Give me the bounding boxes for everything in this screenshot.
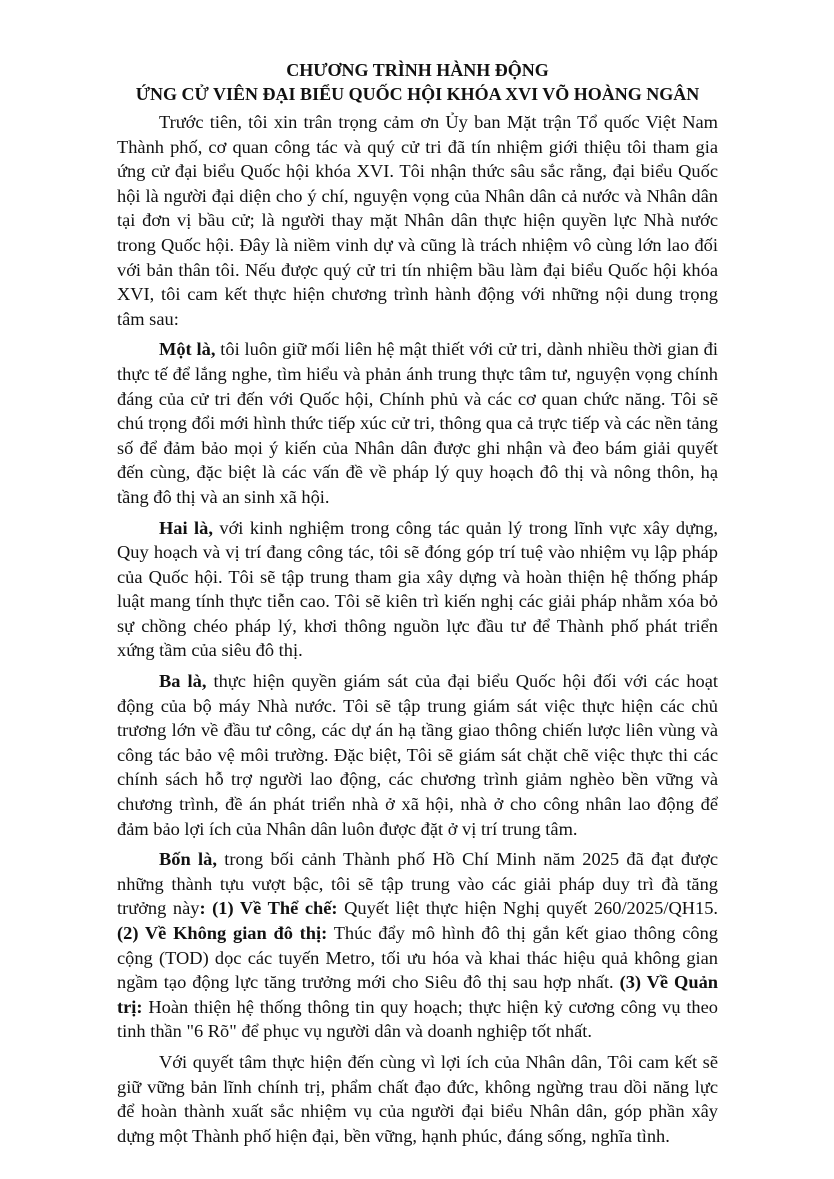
paragraph-four-heading-governance: (3) Về Quản trị: <box>117 972 718 1017</box>
paragraph-four-text-a: trong bối cảnh Thành phố Hồ Chí Minh năm 2025 đã đạt được những thành tựu vượt bậc, tôi sẽ tập trung vào các giải pháp duy trì đà tăng trưởng này <box>117 849 718 919</box>
paragraph-one-text: tôi luôn giữ mối liên hệ mật thiết với cử tri, dành nhiều thời gian đi thực tế để lắng nghe, tìm hiểu và phản ánh trung thực tâm tư, nguyện vọng chính đáng của cử tri đến với Quốc hội, Chính phủ và các cơ quan chức năng. Tôi sẽ chú trọng đổi mới hình thức tiếp xúc cử tri, thông qua cả trực tiếp và các nền tảng số để đảm bảo mọi ý kiến của Nhân dân được ghi nhận và đeo bám giải quyết đến cùng, đặc biệt là các vấn đề về pháp lý quy hoạch đô thị và nông thôn, hạ tầng đô thị và an sinh xã hội. <box>117 339 718 507</box>
paragraph-two <box>117 516 718 664</box>
document-subtitle: ỨNG CỬ VIÊN ĐẠI BIỂU QUỐC HỘI KHÓA XVI VÕ HOÀNG NGÂN <box>135 84 700 104</box>
paragraph-three <box>117 669 718 841</box>
paragraph-two-text: với kinh nghiệm trong công tác quản lý trong lĩnh vực xây dựng, Quy hoạch và vị trí đang công tác, tôi sẽ đóng góp trí tuệ vào nhiệm vụ lập pháp của Quốc hội. Tôi sẽ tập trung tham gia xây dựng và hoàn thiện hệ thống pháp luật mang tính thực tiễn cao. Tôi sẽ kiên trì kiến nghị các giải pháp nhằm xóa bỏ sự chồng chéo pháp lý, khơi thông nguồn lực đầu tư để Thành phố phát triển xứng tầm của siêu đô thị. <box>117 517 718 661</box>
paragraph-three-lead: Ba là, <box>159 671 207 692</box>
paragraph-one <box>117 337 718 509</box>
paragraph-four-lead: Bốn là, <box>159 849 217 870</box>
paragraph-four <box>117 847 718 1044</box>
paragraph-three-text: thực hiện quyền giám sát của đại biểu Quốc hội đối với các hoạt động của bộ máy Nhà nước. Tôi sẽ tập trung giám sát việc thực hiện các chủ trương lớn về đầu tư công, các dự án hạ tầng giao thông chiến lược liên vùng và công tác bảo vệ môi trường. Đặc biệt, Tôi sẽ giám sát chặt chẽ việc thực thi các chính sách hỗ trợ người lao động, các chương trình giảm nghèo bền vững và chương trình, đề án phát triển nhà ở xã hội, nhà ở cho công nhân lao động để đảm bảo lợi ích của Nhân dân luôn được đặt ở vị trí trung tâm. <box>117 671 718 839</box>
closing-paragraph: Với quyết tâm thực hiện đến cùng vì lợi ích của Nhân dân, Tôi cam kết sẽ giữ vững bản lĩnh chính trị, phẩm chất đạo đức, không ngừng trau dồi năng lực để hoàn thành xuất sắc nhiệm vụ của người đại biểu Nhân dân, góp phần xây dựng một Thành phố hiện đại, bền vững, hạnh phúc, đáng sống, nghĩa tình. <box>117 1051 718 1146</box>
paragraph-four-text-b: Quyết liệt thực hiện Nghị quyết 260/2025/QH15. <box>337 898 718 919</box>
paragraph-one-lead: Một là, <box>159 339 216 360</box>
paragraph-four-heading-institution: : (1) Về Thể chế: <box>199 898 338 919</box>
intro-paragraph: Trước tiên, tôi xin trân trọng cảm ơn Ủy ban Mặt trận Tổ quốc Việt Nam Thành phố, cơ quan công tác và quý cử tri đã tín nhiệm giới thiệu tôi tham gia ứng cử đại biểu Quốc hội khóa XVI. Tôi nhận thức sâu sắc rằng, đại biểu Quốc hội là người đại diện cho ý chí, nguyện vọng của Nhân dân cả nước và Nhân dân tại đơn vị bầu cử; là người thay mặt Nhân dân thực hiện quyền lực Nhà nước trong Quốc hội. Đây là niềm vinh dự và cũng là trách nhiệm vô cùng lớn lao đối với bản thân tôi. Nếu được quý cử tri tín nhiệm bầu làm đại biểu Quốc hội khóa XVI, tôi cam kết thực hiện chương trình hành động với những nội dung trọng tâm sau: <box>117 112 718 329</box>
paragraph-four-heading-urban-space: (2) Về Không gian đô thị: <box>117 923 328 943</box>
paragraph-four-text-d: Hoàn thiện hệ thống thông tin quy hoạch; thực hiện kỷ cương công vụ theo tinh thần "6 Rõ" để phục vụ người dân và doanh nghiệp tốt nhất. <box>117 996 718 1042</box>
paragraph-two-lead: Hai là, <box>159 517 213 538</box>
paragraph-four-text-c: Thúc đẩy mô hình đô thị gắn kết giao thông công cộng (TOD) dọc các tuyến Metro, tối ưu hóa và khai thác hiệu quả không gian ngầm tạo động lực tăng trưởng mới cho Siêu đô thị sau hợp nhất. <box>117 923 718 993</box>
document-title: CHƯƠNG TRÌNH HÀNH ĐỘNG <box>286 60 549 80</box>
title-block <box>117 58 718 106</box>
